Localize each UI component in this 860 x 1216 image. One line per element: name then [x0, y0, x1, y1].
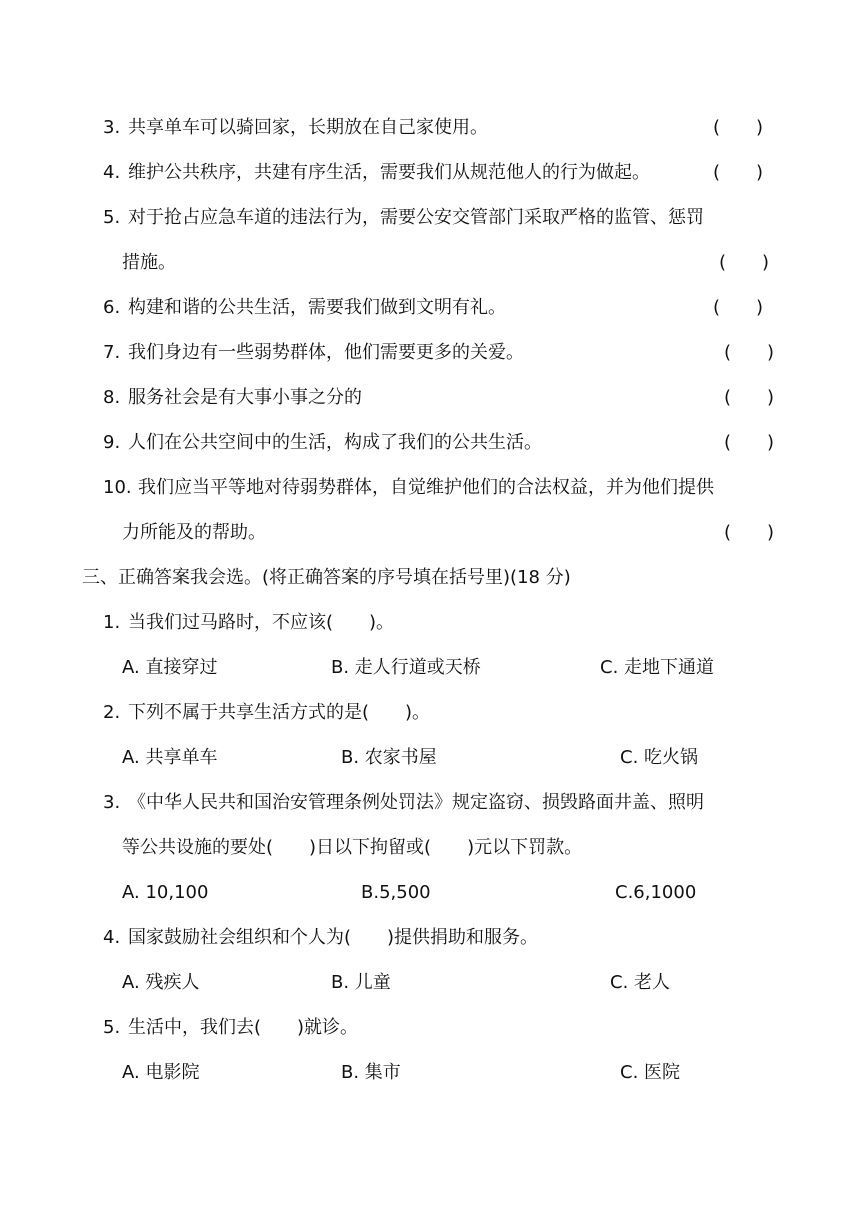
- option-b[interactable]: B.5,500: [361, 882, 431, 903]
- item-text-continued: 措施。: [122, 252, 176, 273]
- option-b[interactable]: B. 集市: [341, 1062, 401, 1083]
- question-text: 《中华人民共和国治安管理条例处罚法》规定盗窃、损毁路面井盖、照明: [128, 792, 704, 813]
- item-number: 8.: [103, 387, 121, 408]
- answer-parentheses[interactable]: ( ): [724, 387, 775, 408]
- option-a[interactable]: A. 残疾人: [122, 972, 200, 993]
- option-c[interactable]: C.6,1000: [615, 882, 697, 903]
- section-heading: 三、正确答案我会选。(将正确答案的序号填在括号里)(18 分): [82, 567, 571, 588]
- option-a[interactable]: A. 共享单车: [122, 747, 218, 768]
- answer-parentheses[interactable]: ( ): [713, 117, 764, 138]
- item-text: 人们在公共空间中的生活，构成了我们的公共生活。: [128, 432, 542, 453]
- question-text: 下列不属于共享生活方式的是( )。: [128, 702, 431, 723]
- item-number: 3.: [103, 117, 121, 138]
- option-b[interactable]: B. 农家书屋: [341, 747, 437, 768]
- item-number: 9.: [103, 432, 121, 453]
- answer-parentheses[interactable]: ( ): [724, 342, 775, 363]
- answer-parentheses[interactable]: ( ): [724, 522, 775, 543]
- question-text: 生活中，我们去( )就诊。: [128, 1017, 359, 1038]
- item-text: 我们应当平等地对待弱势群体，自觉维护他们的合法权益，并为他们提供: [138, 477, 714, 498]
- item-number: 4.: [103, 162, 121, 183]
- item-text: 服务社会是有大事小事之分的: [128, 387, 362, 408]
- answer-parentheses[interactable]: ( ): [724, 432, 775, 453]
- option-a[interactable]: A. 电影院: [122, 1062, 200, 1083]
- answer-parentheses[interactable]: ( ): [713, 297, 764, 318]
- item-number: 10.: [103, 477, 132, 498]
- item-number: 7.: [103, 342, 121, 363]
- option-b[interactable]: B. 儿童: [331, 972, 391, 993]
- question-text-continued: 等公共设施的要处( )日以下拘留或( )元以下罚款。: [122, 837, 583, 858]
- question-text: 国家鼓励社会组织和个人为( )提供捐助和服务。: [128, 927, 539, 948]
- item-text: 共享单车可以骑回家，长期放在自己家使用。: [128, 117, 488, 138]
- item-text: 我们身边有一些弱势群体，他们需要更多的关爱。: [128, 342, 524, 363]
- question-number: 4.: [103, 927, 121, 948]
- item-number: 5.: [103, 207, 121, 228]
- item-text: 构建和谐的公共生活，需要我们做到文明有礼。: [128, 297, 506, 318]
- question-text: 当我们过马路时，不应该( )。: [128, 612, 395, 633]
- option-c[interactable]: C. 医院: [620, 1062, 681, 1083]
- item-text-continued: 力所能及的帮助。: [122, 522, 266, 543]
- item-text: 维护公共秩序，共建有序生活，需要我们从规范他人的行为做起。: [128, 162, 650, 183]
- answer-parentheses[interactable]: ( ): [719, 252, 770, 273]
- question-number: 2.: [103, 702, 121, 723]
- question-number: 1.: [103, 612, 121, 633]
- question-number: 3.: [103, 792, 121, 813]
- item-number: 6.: [103, 297, 121, 318]
- option-b[interactable]: B. 走人行道或天桥: [331, 657, 481, 678]
- option-a[interactable]: A. 直接穿过: [122, 657, 218, 678]
- option-a[interactable]: A. 10,100: [122, 882, 209, 903]
- question-number: 5.: [103, 1017, 121, 1038]
- option-c[interactable]: C. 吃火锅: [620, 747, 699, 768]
- item-text: 对于抢占应急车道的违法行为，需要公安交管部门采取严格的监管、惩罚: [128, 207, 704, 228]
- option-c[interactable]: C. 老人: [610, 972, 671, 993]
- option-c[interactable]: C. 走地下通道: [600, 657, 715, 678]
- answer-parentheses[interactable]: ( ): [713, 162, 764, 183]
